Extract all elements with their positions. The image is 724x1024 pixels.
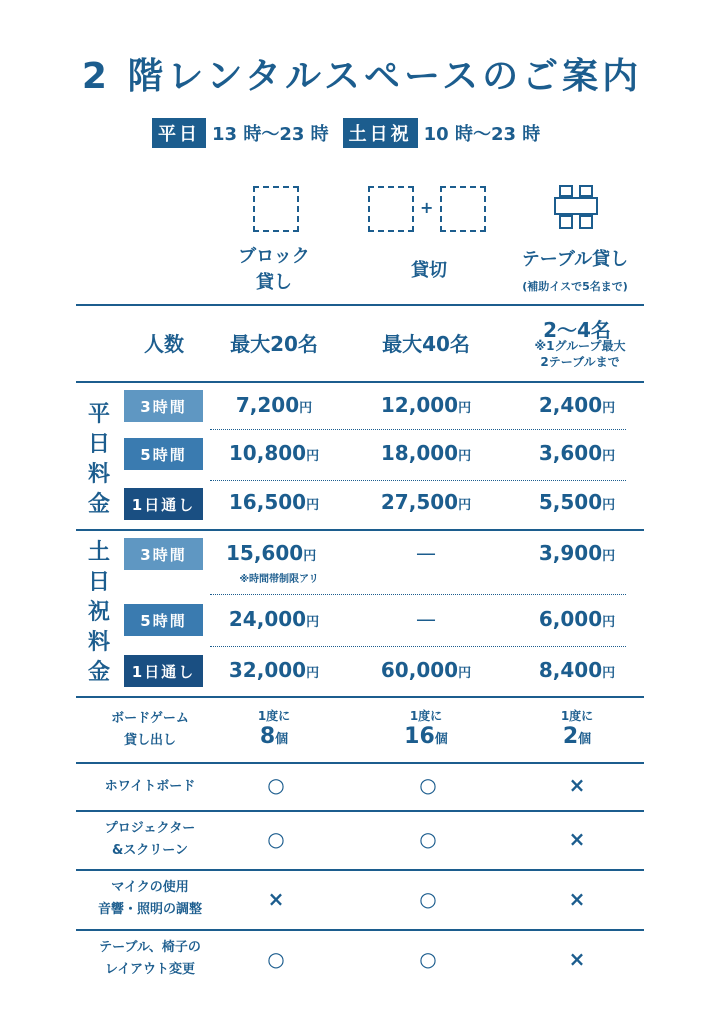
price-value: 18,000 [380, 441, 459, 465]
availability-mark: ○ [267, 947, 285, 971]
feature-label-line2: &スクリーン [111, 843, 189, 858]
yen-unit: 円 [458, 666, 472, 681]
yen-unit: 円 [602, 615, 616, 630]
price-cell [517, 490, 637, 514]
feature-projector-label [76, 818, 224, 862]
feature-label-line1: ホワイトボード [104, 779, 196, 794]
holiday-label-char: 料 [87, 630, 110, 655]
divider [76, 929, 644, 931]
yen-unit: 円 [458, 449, 472, 464]
col-full-header: 貸切 [411, 260, 447, 281]
weekday-price-label [84, 400, 114, 520]
price-cell [517, 658, 637, 682]
row-divider [210, 480, 626, 481]
col-block-line1: ブロック [238, 246, 310, 267]
availability-mark: ○ [419, 773, 437, 797]
capacity-table: 2〜4名 [543, 318, 611, 342]
price-cell [366, 490, 486, 514]
block-space-icon [253, 186, 299, 232]
yen-unit: 円 [306, 666, 320, 681]
full-space-icon: + [368, 186, 488, 232]
col-block-line2: 貸し [256, 272, 292, 293]
price-cell [366, 658, 486, 682]
boardgame-label-line1: ボードゲーム [111, 711, 189, 726]
boardgame-unit: 個 [275, 732, 289, 747]
feature-label-line2: レイアウト変更 [105, 962, 195, 977]
price-unavailable: — [416, 607, 436, 631]
feature-layout-label [76, 937, 224, 981]
feature-label-line2: 音響・照明の調整 [97, 902, 202, 917]
tag-3h: 3時間 [124, 538, 203, 570]
weekday-label-char: 日 [87, 432, 110, 457]
col-table-header: テーブル貸し [521, 249, 629, 270]
boardgame-count: 8 [259, 724, 276, 749]
price-value: 8,400 [538, 658, 603, 682]
yen-unit: 円 [458, 498, 472, 513]
holiday-label-char: 祝 [87, 600, 110, 625]
capacity-note-line2: 2テーブルまで [540, 355, 620, 369]
tag-5h: 5時間 [124, 438, 203, 470]
weekday-badge: 平日 [152, 118, 206, 148]
divider [76, 762, 644, 764]
holiday-label-char: 土 [87, 540, 110, 565]
time-restriction-note: ※時間帯制限アリ [239, 574, 319, 585]
capacity-note-line1: ※1グループ最大 [534, 339, 626, 353]
price-value: 7,200 [235, 393, 300, 417]
availability-mark: ○ [267, 827, 285, 851]
capacity-table-note [510, 338, 650, 370]
price-value: 3,900 [538, 541, 603, 565]
tag-fullday: 1日通し [124, 655, 203, 687]
yen-unit: 円 [602, 498, 616, 513]
price-cell [366, 393, 486, 417]
price-cell [517, 441, 637, 465]
weekday-label-char: 金 [87, 492, 110, 517]
divider [76, 381, 644, 383]
price-unavailable: — [416, 541, 436, 565]
holiday-badge: 土日祝 [343, 118, 418, 148]
price-value: 15,600 [226, 541, 304, 565]
divider [76, 304, 644, 306]
divider [76, 696, 644, 698]
boardgame-full [376, 707, 476, 749]
table-icon [552, 184, 600, 232]
boardgame-prefix: 1度に [257, 709, 291, 723]
availability-mark: × [267, 887, 285, 911]
price-cell [517, 607, 637, 631]
tag-5h: 5時間 [124, 604, 203, 636]
weekday-label-char: 平 [87, 402, 110, 427]
yen-unit: 円 [299, 401, 313, 416]
weekday-hours: 13 時〜23 時 [212, 124, 329, 145]
yen-unit: 円 [602, 666, 616, 681]
boardgame-count: 16 [404, 724, 435, 749]
divider [76, 810, 644, 812]
yen-unit: 円 [306, 615, 320, 630]
feature-label-line1: プロジェクター [104, 821, 196, 836]
price-cell [214, 490, 334, 514]
yen-unit: 円 [458, 401, 472, 416]
capacity-label: 人数 [144, 332, 184, 356]
boardgame-prefix: 1度に [409, 709, 443, 723]
capacity-full: 最大40名 [382, 332, 470, 356]
availability-mark: × [568, 947, 586, 971]
price-cell [214, 607, 334, 631]
price-value: 5,500 [538, 490, 603, 514]
tag-3h: 3時間 [124, 390, 203, 422]
boardgame-unit: 個 [434, 732, 448, 747]
holiday-price-label [84, 538, 114, 688]
feature-label-line1: マイクの使用 [111, 880, 189, 895]
feature-whiteboard-label [76, 776, 224, 798]
boardgame-block [224, 707, 324, 749]
price-value: 24,000 [228, 607, 307, 631]
page-title: 2 階レンタルスペースのご案内 [81, 56, 643, 97]
price-value: 16,500 [228, 490, 307, 514]
availability-mark: × [568, 827, 586, 851]
holiday-label-char: 日 [87, 570, 110, 595]
boardgame-prefix: 1度に [560, 709, 594, 723]
col-block-header [224, 244, 324, 296]
price-cell [214, 441, 334, 465]
price-value: 10,800 [228, 441, 307, 465]
availability-mark: × [568, 887, 586, 911]
holiday-label-char: 金 [87, 660, 110, 685]
price-cell [366, 441, 486, 465]
price-value: 12,000 [380, 393, 459, 417]
row-divider [210, 594, 626, 595]
boardgame-label [76, 708, 224, 752]
tag-fullday: 1日通し [124, 488, 203, 520]
price-cell [517, 393, 637, 417]
feature-label-line1: テーブル、椅子の [99, 940, 201, 955]
yen-unit: 円 [306, 498, 320, 513]
hours-bar [152, 118, 554, 148]
price-cell [214, 541, 356, 565]
price-value: 32,000 [228, 658, 307, 682]
yen-unit: 円 [602, 549, 616, 564]
yen-unit: 円 [602, 449, 616, 464]
price-cell [214, 393, 334, 417]
price-value: 27,500 [380, 490, 459, 514]
capacity-block: 最大20名 [230, 332, 318, 356]
price-value: 6,000 [538, 607, 603, 631]
boardgame-table [527, 707, 627, 749]
availability-mark: ○ [419, 827, 437, 851]
yen-unit: 円 [303, 549, 317, 564]
boardgame-count: 2 [562, 724, 579, 749]
holiday-hours: 10 時〜23 時 [423, 124, 541, 145]
weekday-label-char: 料 [87, 462, 110, 487]
availability-mark: ○ [419, 887, 437, 911]
divider [76, 529, 644, 531]
price-value: 2,400 [538, 393, 603, 417]
feature-mic-label [76, 877, 224, 921]
boardgame-label-line2: 貸し出し [123, 733, 176, 748]
yen-unit: 円 [306, 449, 320, 464]
row-divider [210, 646, 626, 647]
row-divider [210, 429, 626, 430]
boardgame-unit: 個 [578, 732, 592, 747]
price-value: 3,600 [538, 441, 603, 465]
price-cell [517, 541, 637, 565]
availability-mark: × [568, 773, 586, 797]
availability-mark: ○ [419, 947, 437, 971]
divider [76, 869, 644, 871]
yen-unit: 円 [602, 401, 616, 416]
price-cell [214, 658, 334, 682]
price-value: 60,000 [380, 658, 459, 682]
col-table-subnote: (補助イスで5名まで) [522, 280, 628, 293]
availability-mark: ○ [267, 773, 285, 797]
